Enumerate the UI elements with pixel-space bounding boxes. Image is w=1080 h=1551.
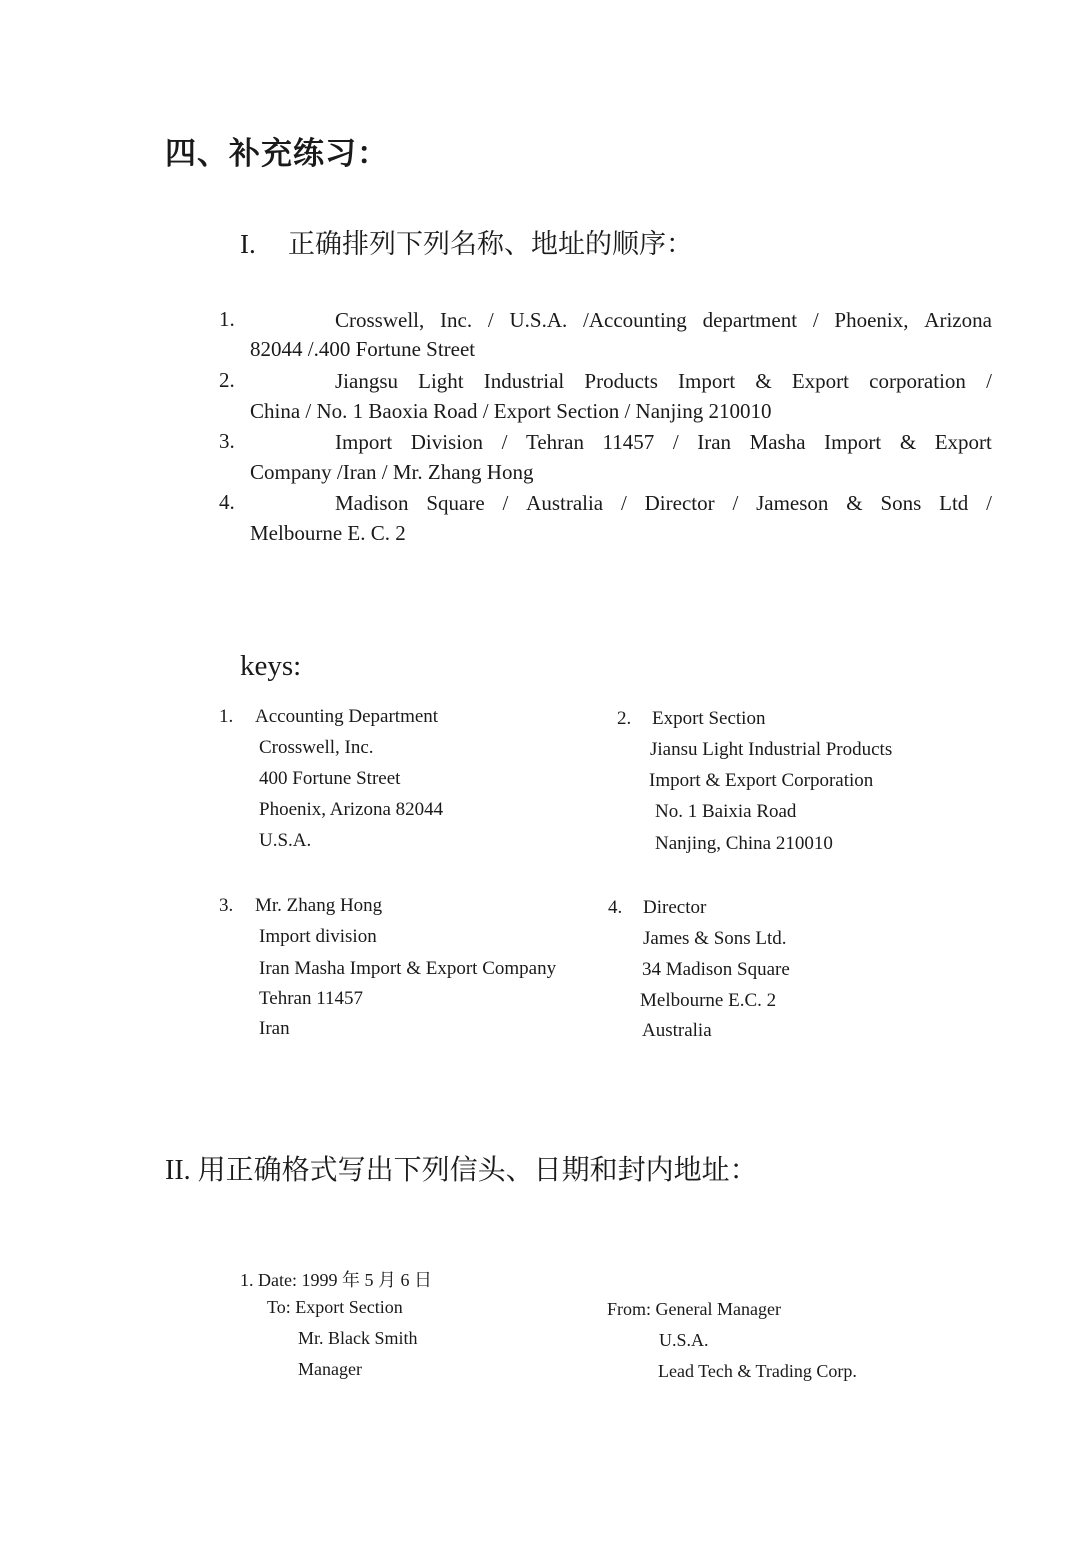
question-item	[335, 488, 992, 518]
answer-line: James & Sons Ltd.	[643, 928, 787, 949]
answer-number: 2.	[617, 708, 632, 729]
question-number: 1.	[219, 307, 235, 331]
question-word: &	[846, 491, 863, 515]
answer-line: Crosswell, Inc.	[259, 737, 374, 758]
answer-number: 4.	[608, 897, 623, 918]
answer-line: Iran	[259, 1018, 290, 1039]
question-word: /	[986, 491, 992, 515]
question-word: Phoenix,	[834, 308, 909, 332]
question-item	[335, 366, 992, 396]
question-word: /	[501, 430, 508, 454]
answer-line: Jiansu Light Industrial Products	[650, 739, 893, 760]
from-line: U.S.A.	[659, 1330, 709, 1350]
question-word: /	[812, 308, 819, 332]
question-word: department	[702, 308, 798, 332]
question-item	[335, 305, 992, 335]
question-number: 2.	[219, 368, 235, 392]
question-word: corporation	[869, 369, 966, 393]
question-word: Director	[644, 491, 715, 515]
question-word: Iran	[697, 430, 732, 454]
section-1-number: I.	[240, 229, 256, 259]
question-word: /Accounting	[583, 308, 687, 332]
keys-label: keys:	[240, 650, 302, 682]
question-word: Import	[335, 430, 393, 454]
question-word: U.S.A.	[509, 308, 568, 332]
answer-line: Nanjing, China 210010	[655, 833, 833, 854]
question-word: Light	[418, 369, 464, 393]
section-1-title: 正确排列下列名称、地址的顺序：	[288, 229, 693, 259]
question-word: Crosswell,	[335, 308, 425, 332]
question-line-2: China / No. 1 Baoxia Road / Export Section / Nanjing 210010	[250, 399, 772, 423]
section-2-number: II.	[165, 1155, 191, 1186]
question-line-2: Melbourne E. C. 2	[250, 521, 406, 545]
to-line: To: Export Section	[267, 1297, 403, 1317]
question-word: Export	[791, 369, 849, 393]
question-word: Square	[426, 491, 485, 515]
question-word: Jiangsu	[335, 369, 398, 393]
section-1-heading	[240, 222, 693, 261]
date-line: 1. Date: 1999 年 5 月 6 日	[240, 1270, 432, 1290]
question-word: /	[732, 491, 739, 515]
from-line: Lead Tech & Trading Corp.	[658, 1361, 857, 1381]
answer-line: Tehran 11457	[259, 988, 364, 1009]
answer-line: Phoenix, Arizona 82044	[259, 799, 444, 820]
question-word: /	[672, 430, 679, 454]
question-line-2: Company /Iran / Mr. Zhang Hong	[250, 460, 534, 484]
question-word: /	[620, 491, 627, 515]
question-word: /	[502, 491, 509, 515]
question-word: Madison	[335, 491, 409, 515]
section-2-title: 用正确格式写出下列信头、日期和封内地址：	[197, 1155, 758, 1186]
question-word: Masha	[749, 430, 806, 454]
from-line: From: General Manager	[607, 1299, 781, 1319]
answer-line: Iran Masha Import & Export Company	[259, 958, 557, 979]
question-number: 3.	[219, 429, 235, 453]
answer-line: Mr. Zhang Hong	[255, 895, 383, 916]
question-word: /	[986, 369, 992, 393]
question-word: Products	[584, 369, 658, 393]
question-word: /	[487, 308, 494, 332]
answer-line: U.S.A.	[259, 830, 312, 851]
question-line-2: 82044 /.400 Fortune Street	[250, 337, 476, 361]
answer-line: Australia	[642, 1020, 712, 1041]
answer-line: 400 Fortune Street	[259, 768, 401, 789]
question-word: Import	[824, 430, 882, 454]
answer-line: Director	[643, 897, 707, 918]
to-line: Mr. Black Smith	[298, 1328, 418, 1348]
answer-number: 3.	[219, 895, 234, 916]
answer-line: Accounting Department	[255, 706, 439, 727]
page-heading: 四、补充练习：	[165, 136, 389, 171]
answer-line: Export Section	[652, 708, 766, 729]
answer-line: Import division	[259, 926, 377, 947]
question-item	[335, 427, 992, 457]
question-word: Tehran	[525, 430, 584, 454]
answer-line: Import & Export Corporation	[649, 770, 874, 791]
answer-line: Melbourne E.C. 2	[640, 990, 777, 1011]
question-word: &	[899, 430, 917, 454]
answer-number: 1.	[219, 706, 234, 727]
section-2-heading	[165, 1148, 758, 1188]
question-number: 4.	[219, 490, 235, 514]
question-word: Import	[678, 369, 736, 393]
question-word: Inc.	[440, 308, 473, 332]
question-word: 11457	[602, 430, 655, 454]
question-word: Division	[410, 430, 484, 454]
question-word: Australia	[526, 491, 604, 515]
question-word: Ltd	[939, 491, 969, 515]
question-word: Export	[934, 430, 992, 454]
answer-line: No. 1 Baixia Road	[655, 801, 797, 822]
question-word: Jameson	[756, 491, 829, 515]
to-line: Manager	[298, 1359, 362, 1379]
question-word: Sons	[880, 491, 922, 515]
question-word: Arizona	[924, 308, 992, 332]
question-word: &	[755, 369, 772, 393]
answer-line: 34 Madison Square	[642, 959, 790, 980]
question-word: Industrial	[483, 369, 565, 393]
